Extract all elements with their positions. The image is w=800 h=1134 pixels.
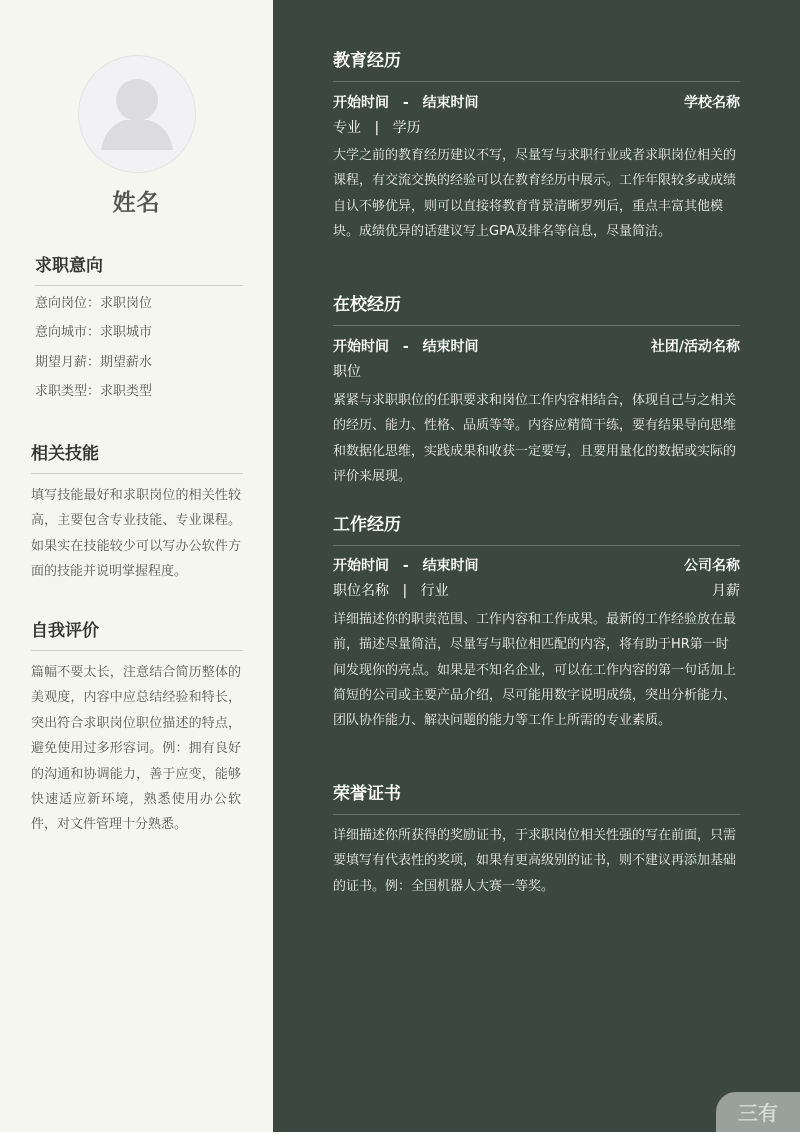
intent-heading: 求职意向 [35,251,243,286]
education-major-row [333,117,740,137]
work-dash: - [402,558,409,574]
intent-item-salary: 期望月薪：期望薪水 [35,354,153,370]
work-end: 结束时间 [422,558,479,574]
campus-text: 紧紧与求职职位的任职要求和岗位工作内容相结合，体现自己与之相关的经历、能力、性格、品质等等。内容应精简干练，要有结果导向思维和数据化思维，实践成果和收获一定要写，且要用量化的数据或实际的评价来展现。 [333,393,737,484]
work-position: 职位名称 [333,583,389,599]
skills-heading: 相关技能 [31,439,243,474]
campus-org: 社团/活动名称 [650,339,740,355]
education-time-row [333,92,740,112]
work-salary: 月薪 [712,583,740,599]
left-sidebar [0,0,273,1132]
campus-position-row [333,361,740,381]
intent-list [35,294,152,411]
campus-dash: - [402,339,409,355]
intent-item-type: 求职类型：求职类型 [35,383,153,399]
campus-position: 职位 [333,364,361,380]
education-text: 大学之前的教育经历建议不写，尽量写与求职行业或者求职岗位相关的课程，有交流交换的经验可以在教育经历中展示。工作年限较多或成绩自认不够优异，则可以直接将教育背景清晰罗列后，重点丰富其他模块。成绩优异的话建议写上GPA及排名等信息，尽量简洁。 [333,148,737,239]
education-start: 开始时间 [333,95,389,111]
education-major: 专业 [333,120,361,136]
campus-time-row [333,336,740,356]
campus-end: 结束时间 [422,339,479,355]
education-heading: 教育经历 [333,46,740,82]
honors-heading: 荣誉证书 [333,779,740,815]
education-divider: | [374,120,380,136]
education-degree: 学历 [392,120,421,136]
candidate-name: 姓名 [112,190,161,216]
intent-item-position: 意向岗位：求职岗位 [35,296,153,311]
campus-heading: 在校经历 [333,290,740,326]
self-eval-text: 篇幅不要太长，注意结合简历整体的美观度，内容中应总结经验和特长，突出符合求职岗位职位描述的特点，避免使用过多形容词。例：拥有良好的沟通和协调能力，善于应变，能够快速适应新环境，熟悉使用办公软件，对文件管理十分熟悉。 [31,665,241,833]
work-divider: | [402,583,408,599]
work-heading: 工作经历 [333,510,740,546]
intent-item-city: 意向城市：求职城市 [35,325,153,341]
honors-text: 详细描述你所获得的奖励证书，于求职岗位相关性强的写在前面，只需要填写有代表性的奖项，如果有更高级别的证书，则不建议再添加基础的证书。例：全国机器人大赛一等奖。 [333,828,737,894]
watermark-badge: 三有 [716,1092,800,1132]
education-dash: - [402,95,409,111]
work-text: 详细描述你的职责范围、工作内容和工作成果。最新的工作经验放在最前，描述尽量简洁，尽量写与职位相匹配的内容，将有助于HR第一时间发现你的亮点。如果是不知名企业，可以在工作内容的第一句话加上简短的公司或主要产品介绍，尽可能用数字说明成绩，突出分析能力、团队协作能力、解决问题的能力等工作上所需的专业素质。 [333,612,737,729]
skills-text: 填写技能最好和求职岗位的相关性较高，主要包含专业技能、专业课程。如果实在技能较少可以写办公软件方面的技能并说明掌握程度。 [31,488,241,580]
main-content [273,0,800,1132]
work-start: 开始时间 [333,558,389,574]
education-end: 结束时间 [422,95,479,111]
work-time-row [333,555,740,575]
work-company: 公司名称 [684,558,740,574]
work-position-row [333,580,740,600]
self-eval-heading: 自我评价 [31,616,243,651]
campus-start: 开始时间 [333,339,389,355]
person-icon [79,56,195,172]
work-industry: 行业 [420,583,449,599]
education-school: 学校名称 [684,95,740,111]
avatar [78,55,196,173]
